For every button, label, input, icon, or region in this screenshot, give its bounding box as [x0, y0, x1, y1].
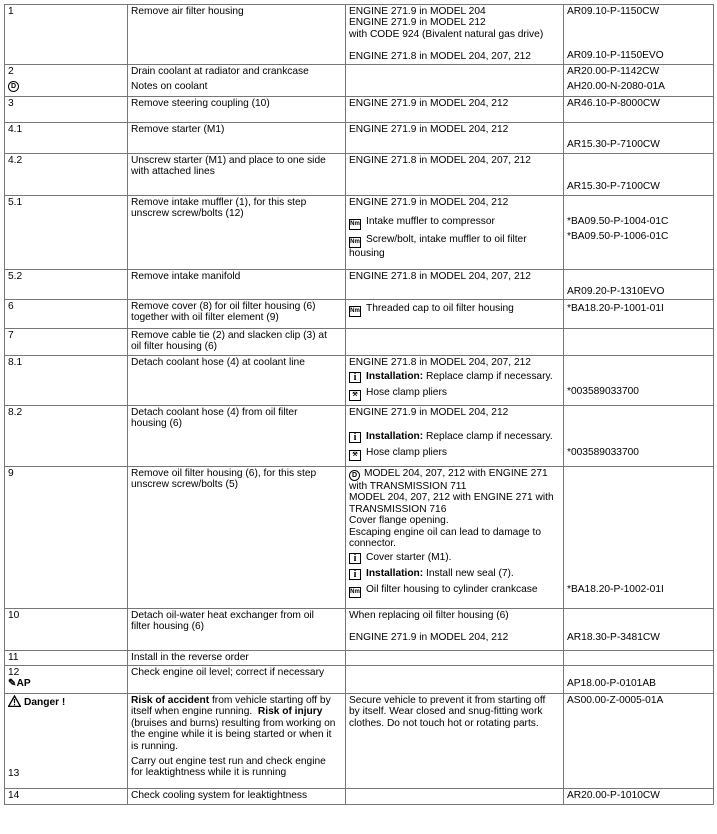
action-cell: Drain coolant at radiator and crankcase Notes on coolant	[128, 65, 346, 97]
notes-cell	[346, 789, 564, 805]
action-cell: Remove intake manifold	[128, 270, 346, 300]
step-cell: 1	[5, 5, 128, 65]
action-cell: Remove oil filter housing (6), for this step unscrew screw/bolts (5)	[128, 467, 346, 609]
notes-cell: D MODEL 204, 207, 212 with ENGINE 271 with TRANSMISSION 711 MODEL 204, 207, 212 with ENGINE 271 with TRANSMISSION 716 Cover flange opening. Escaping engine oil can lead to damage to connector. i Cover starter (M1). i Installation: Install new seal (7). Nm Oil filter housing to cylinder crankcase	[346, 467, 564, 609]
step-cell: Danger ! 13	[5, 694, 128, 789]
table-row	[5, 65, 714, 97]
step-cell: 2 D	[5, 65, 128, 97]
procedure-table	[4, 4, 714, 805]
reference-cell: AS00.00-Z-0005-01A	[564, 694, 714, 789]
reference-cell	[564, 651, 714, 666]
notes-cell	[346, 666, 564, 694]
action-cell: Check cooling system for leaktightness	[128, 789, 346, 805]
reference-cell: AR20.00-P-1010CW	[564, 789, 714, 805]
step-cell: 5.2	[5, 270, 128, 300]
action-cell: Remove intake muffler (1), for this step unscrew screw/bolts (12)	[128, 196, 346, 270]
reference-cell: AP18.00-P-0101AB	[564, 666, 714, 694]
notes-cell: ENGINE 271.8 in MODEL 204, 207, 212	[346, 270, 564, 300]
action-cell: Unscrew starter (M1) and place to one side with attached lines	[128, 154, 346, 196]
action-cell: Remove cable tie (2) and slacken clip (3) at oil filter housing (6)	[128, 329, 346, 356]
info-icon: i	[349, 569, 361, 580]
warning-icon	[8, 695, 21, 707]
reference-cell: *003589033700	[564, 356, 714, 406]
reference-cell: *BA18.20-P-1001-01I	[564, 300, 714, 329]
tool-icon: ⚒	[349, 390, 361, 401]
ap-icon: ✎	[8, 678, 17, 690]
reference-cell: *003589033700	[564, 406, 714, 467]
torque-icon: Nm	[349, 587, 361, 598]
notes-cell: ENGINE 271.9 in MODEL 204, 212	[346, 97, 564, 123]
reference-cell: AR20.00-P-1142CW AH20.00-N-2080-01A	[564, 65, 714, 97]
info-icon: i	[349, 432, 361, 443]
table-row	[5, 97, 714, 123]
action-cell: Remove cover (8) for oil filter housing (6) together with oil filter element (9)	[128, 300, 346, 329]
step-cell: 3	[5, 97, 128, 123]
step-cell: 10	[5, 609, 128, 651]
table-row	[5, 609, 714, 651]
action-cell: Detach oil-water heat exchanger from oil filter housing (6)	[128, 609, 346, 651]
reference-cell: *BA18.20-P-1002-01I	[564, 467, 714, 609]
tool-icon: ⚒	[349, 450, 361, 461]
table-row	[5, 123, 714, 154]
torque-icon: Nm	[349, 306, 361, 317]
reference-cell: AR46.10-P-8000CW	[564, 97, 714, 123]
step-cell: 4.2	[5, 154, 128, 196]
notes-cell	[346, 651, 564, 666]
notes-cell	[346, 329, 564, 356]
reference-cell: AR15.30-P-7100CW	[564, 154, 714, 196]
action-cell: Remove steering coupling (10)	[128, 97, 346, 123]
step-cell: 7	[5, 329, 128, 356]
action-cell: Risk of accident from vehicle starting off by itself when engine running. Risk of injury (bruises and burns) resulting from working on the engine while it is being started or when it is running. Carry out engine test run and check engine for leaktightness while it is running	[128, 694, 346, 789]
info-icon: i	[349, 553, 361, 564]
action-cell: Detach coolant hose (4) from oil filter housing (6)	[128, 406, 346, 467]
reference-cell: AR15.30-P-7100CW	[564, 123, 714, 154]
table-row	[5, 300, 714, 329]
action-cell: Check engine oil level; correct if necessary	[128, 666, 346, 694]
step-cell: 4.1	[5, 123, 128, 154]
notes-cell: ENGINE 271.9 in MODEL 204, 212 Nm Intake muffler to compressor Nm Screw/bolt, intake muffler to oil filter housing	[346, 196, 564, 270]
reference-cell: AR09.20-P-1310EVO	[564, 270, 714, 300]
table-row	[5, 651, 714, 666]
notes-cell	[346, 65, 564, 97]
notes-cell: ENGINE 271.8 in MODEL 204, 207, 212 i Installation: Replace clamp if necessary. ⚒ Hose clamp pliers	[346, 356, 564, 406]
step-cell: 5.1	[5, 196, 128, 270]
notes-cell: ENGINE 271.9 in MODEL 204 ENGINE 271.9 in MODEL 212 with CODE 924 (Bivalent natural gas drive) ENGINE 271.8 in MODEL 204, 207, 212	[346, 5, 564, 65]
table-row	[5, 329, 714, 356]
torque-icon: Nm	[349, 219, 361, 230]
step-cell: 9	[5, 467, 128, 609]
action-cell: Remove air filter housing	[128, 5, 346, 65]
table-row	[5, 270, 714, 300]
notes-icon: D	[349, 470, 360, 481]
table-row	[5, 356, 714, 406]
step-cell: 8.1	[5, 356, 128, 406]
table-row	[5, 196, 714, 270]
info-icon: i	[349, 372, 361, 383]
reference-cell: AR09.10-P-1150CW AR09.10-P-1150EVO	[564, 5, 714, 65]
action-cell: Remove starter (M1)	[128, 123, 346, 154]
notes-cell: ENGINE 271.9 in MODEL 204, 212	[346, 123, 564, 154]
reference-cell	[564, 329, 714, 356]
notes-cell: Nm Threaded cap to oil filter housing	[346, 300, 564, 329]
table-row	[5, 154, 714, 196]
table-row	[5, 467, 714, 609]
notes-cell: When replacing oil filter housing (6) ENGINE 271.9 in MODEL 204, 212	[346, 609, 564, 651]
step-cell: 6	[5, 300, 128, 329]
reference-cell: AR18.30-P-3481CW	[564, 609, 714, 651]
table-row	[5, 5, 714, 65]
torque-icon: Nm	[349, 237, 361, 248]
notes-cell: ENGINE 271.8 in MODEL 204, 207, 212	[346, 154, 564, 196]
action-cell: Detach coolant hose (4) at coolant line	[128, 356, 346, 406]
step-cell: 8.2	[5, 406, 128, 467]
table-row	[5, 694, 714, 789]
step-cell: 14	[5, 789, 128, 805]
step-cell: 11	[5, 651, 128, 666]
notes-cell: Secure vehicle to prevent it from starting off by itself. Wear closed and snug-fitting work clothes. Do not touch hot or rotating parts.	[346, 694, 564, 789]
table-row	[5, 666, 714, 694]
notes-cell: ENGINE 271.9 in MODEL 204, 212 i Installation: Replace clamp if necessary. ⚒ Hose clamp pliers	[346, 406, 564, 467]
notes-icon: D	[8, 81, 19, 92]
step-cell: 12 ✎AP	[5, 666, 128, 694]
table-row	[5, 789, 714, 805]
reference-cell: *BA09.50-P-1004-01C *BA09.50-P-1006-01C	[564, 196, 714, 270]
table-row	[5, 406, 714, 467]
action-cell: Install in the reverse order	[128, 651, 346, 666]
